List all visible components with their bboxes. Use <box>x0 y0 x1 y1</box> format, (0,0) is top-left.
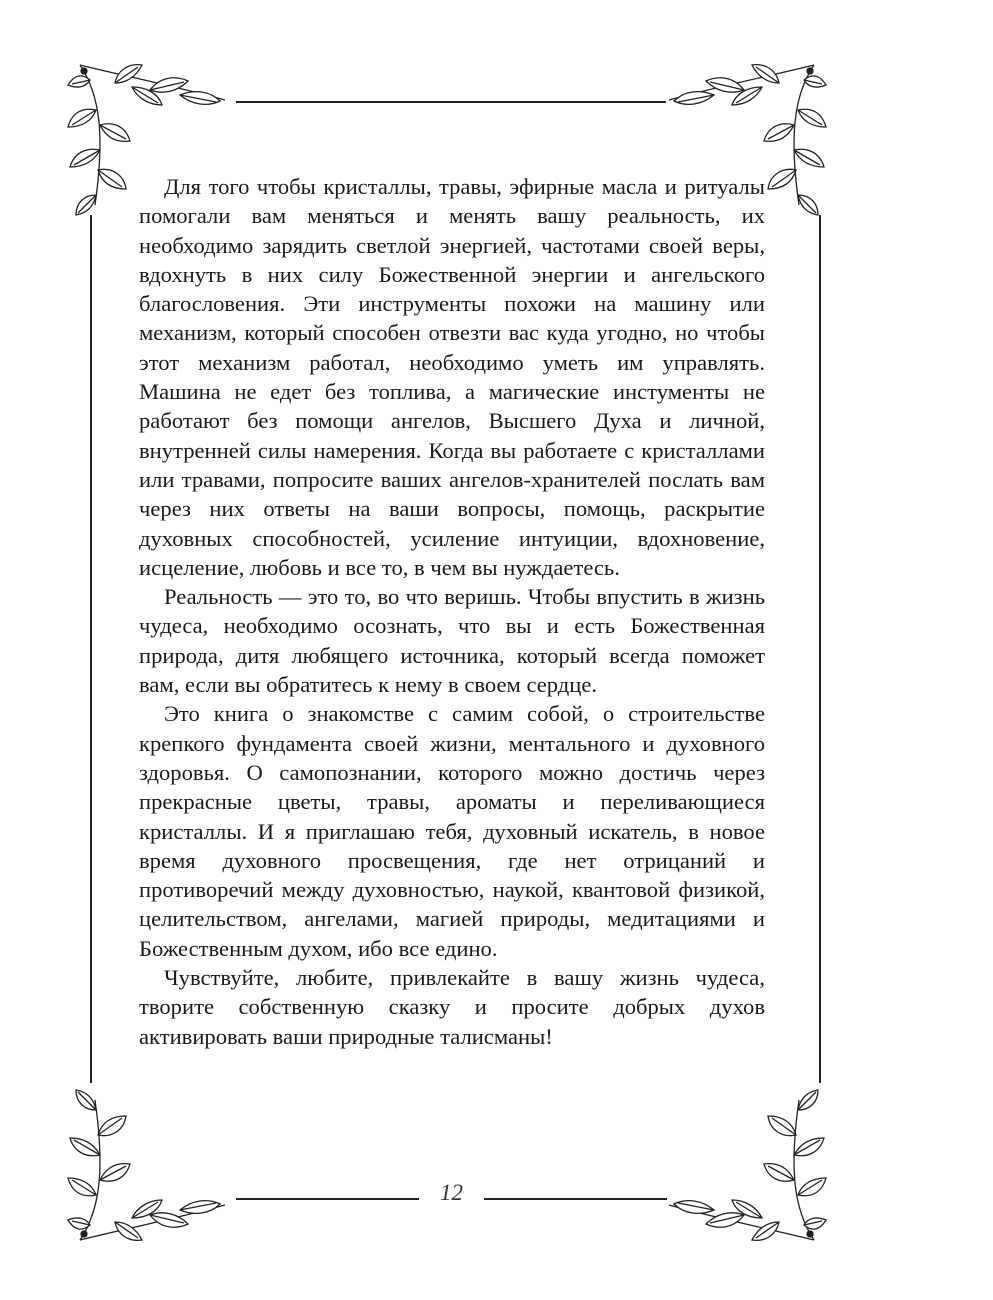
top-frame-line <box>236 101 666 103</box>
paragraph-1: Для того чтобы кристаллы, травы, эфирные масла и ритуалы помогали вам меняться и менять вашу реальность, их необходимо зарядить светлой энергией, частотами своей веры, вдохнуть в них силу Божественной энергии и ангельского благословения. Эти инструменты похожи на машину или механизм, который способен отвезти вас куда угодно, но чтобы этот механизм работал, необходимо уметь им управлять. Машина не едет без топлива, а магические инстументы не работают без помощи ангелов, Высшего Духа и личной, внутренней силы намерения. Когда вы работаете с кристаллами или травами, попросите ваших ангелов-хранителей послать вам через них ответы на ваши вопросы, помощь, раскрытие духовных способностей, усиление интуиции, вдохновение, исцеление, любовь и все то, в чем вы нуждаетесь. <box>139 174 765 580</box>
paragraph-2: Реальность — это то, во что веришь. Чтобы впустить в жизнь чудеса, необходимо осознать, что вы и есть Божественная природа, дитя любящего источника, который всегда поможет вам, если вы обратитесь к нему в своем сердце. <box>139 584 765 698</box>
bottom-frame-line-right <box>484 1198 667 1200</box>
bottom-left-leaf-vine-icon <box>60 1080 230 1250</box>
paragraph-3: Это книга о знакомстве с самим собой, о строительстве крепкого фундамента своей жизни, ментального и духовного здоровья. О самопознании, которого можно достичь через прекрасные цветы, травы, ароматы и переливающиеся кристаллы. И я приглашаю тебя, духовный искатель, в новое время духовного просвещения, где нет отрицаний и противоречий между духовностью, наукой, квантовой физикой, целительством, ангелами, магией природы, медитациями и Божественным духом, ибо все едино. <box>139 701 765 961</box>
page-number: 12 <box>440 1180 463 1205</box>
bottom-frame-line-left <box>236 1198 419 1200</box>
left-frame-line <box>90 215 92 1083</box>
body-text <box>139 172 765 1051</box>
paragraph-4: Чувствуйте, любите, привлекайте в вашу жизнь чудеса, творите собственную сказку и просите добрых духов активировать ваши природные талисманы! <box>139 965 765 1049</box>
right-frame-line <box>819 215 821 1083</box>
bottom-right-leaf-vine-icon <box>664 1080 834 1250</box>
